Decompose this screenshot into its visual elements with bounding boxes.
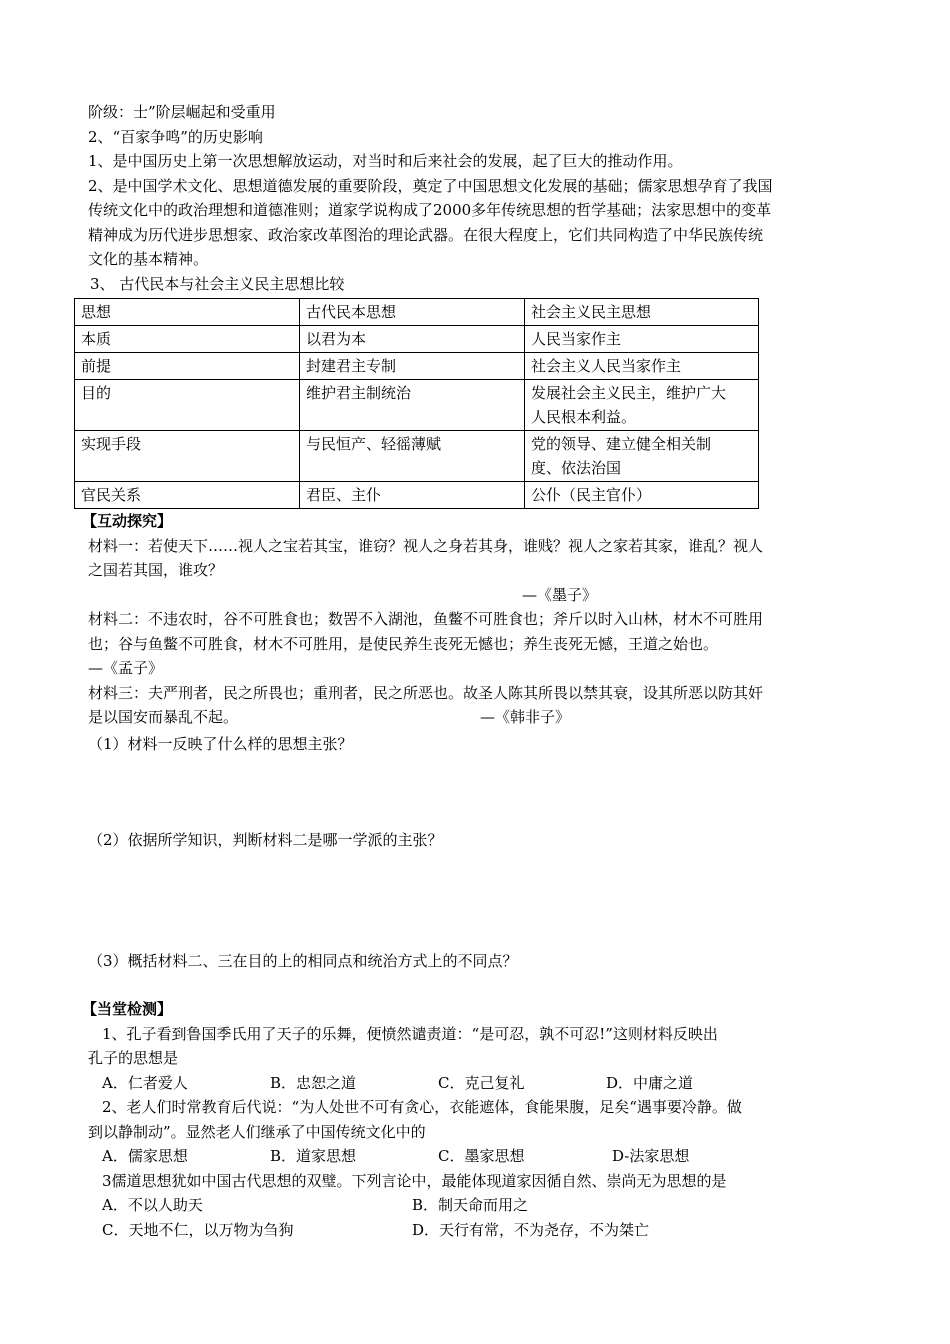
table-row <box>75 299 759 326</box>
table-cell: 君臣、主仆 <box>300 482 525 509</box>
material-line: 也；谷与鱼鳖不可胜食，材木不可胜用，是使民养生丧死无憾也；养生丧死无憾，王道之始也。 <box>88 634 719 653</box>
q2-stem: 2、老人们时常教育后代说：“为人处世不可有贪心，衣能遮体，食能果腹，足矣“遇事要冷静。做 <box>102 1098 742 1116</box>
intro-line: 传统文化中的政治理想和道德准则；道家学说构成了2000多年传统思想的哲学基础；法家思想中的变革 <box>88 201 772 219</box>
intro-line: 2、是中国学术文化、思想道德发展的重要阶段，奠定了中国思想文化发展的基础；儒家思想孕育了我国 <box>88 176 773 195</box>
material-line: 材料三：夫严刑者，民之所畏也；重刑者，民之所恶也。故圣人陈其所畏以禁其衰，设其所恶以防其奸 <box>88 683 764 702</box>
table-row <box>75 431 759 482</box>
option-a: A．不以人助天 <box>102 1196 203 1214</box>
table-cell: 党的领导、建立健全相关制 度、依法治国 <box>525 431 759 482</box>
answer-space <box>88 973 868 997</box>
intro-line: 文化的基本精神。 <box>88 250 209 268</box>
table-cell: 维护君主制统治 <box>300 380 525 431</box>
intro-line: 1、是中国历史上第一次思想解放运动，对当时和后来社会的发展，起了巨大的推动作用。 <box>88 152 683 170</box>
option-d: D．中庸之道 <box>606 1073 694 1092</box>
question-1: （1）材料一反映了什么样的思想主张？ <box>88 734 353 753</box>
table-cell: 本质 <box>75 326 300 353</box>
option-c: C．墨家思想 <box>438 1147 525 1165</box>
table-caption: 3、 古代民本与社会主义民主思想比较 <box>90 274 345 293</box>
option-a: A．仁者爱人 <box>102 1073 188 1092</box>
q2-stem: 到以静制动”。显然老人们继承了中国传统文化中的 <box>88 1122 426 1141</box>
table-cell: 思想 <box>75 299 300 326</box>
q1-stem: 孔子的思想是 <box>88 1049 179 1067</box>
option-c: C．天地不仁，以万物为刍狗 <box>102 1220 294 1239</box>
table-cell: 社会主义民主思想 <box>525 299 759 326</box>
option-d: D-法家思想 <box>612 1147 690 1165</box>
table-cell: 目的 <box>75 380 300 431</box>
answer-space <box>88 853 868 949</box>
q3-stem: 3儒道思想犹如中国古代思想的双璧。下列言论中，最能体现道家因循自然、崇尚无为思想的是 <box>102 1171 727 1190</box>
table-cell: 实现手段 <box>75 431 300 482</box>
option-b: B．道家思想 <box>270 1147 357 1165</box>
section-title-interactive: 【互动探究】 <box>82 512 173 530</box>
table-cell: 社会主义人民当家作主 <box>525 353 759 380</box>
table-row <box>75 380 759 431</box>
section-title-test: 【当堂检测】 <box>82 1000 173 1018</box>
option-c: C．克己复礼 <box>438 1073 525 1092</box>
material-line: 材料二：不违农时，谷不可胜食也；数罟不入湖池，鱼鳖不可胜食也；斧斤以时入山林，材木不可胜用 <box>88 610 764 628</box>
material-line: 之国若其国，谁攻？ <box>88 561 224 579</box>
q2-options <box>88 1144 868 1169</box>
table-cell: 与民恒产、轻徭薄赋 <box>300 431 525 482</box>
option-b: B．忠恕之道 <box>270 1073 357 1092</box>
table-cell: 公仆（民主官仆） <box>525 482 759 509</box>
material-source: —《韩非子》 <box>480 708 571 726</box>
intro-heading: 2、“百家争鸣”的历史影响 <box>88 127 263 146</box>
table-cell: 以君为本 <box>300 326 525 353</box>
table-row <box>75 326 759 353</box>
question-3: （3）概括材料二、三在目的上的相同点和统治方式上的不同点？ <box>88 951 518 970</box>
comparison-table <box>74 298 759 509</box>
option-b: B．制天命而用之 <box>412 1196 529 1214</box>
option-a: A．儒家思想 <box>102 1147 188 1165</box>
material-text: 是以国安而暴乱不起。 <box>88 708 239 726</box>
q1-options <box>88 1071 868 1096</box>
q3-options <box>88 1218 868 1243</box>
intro-line: 阶级：士”阶层崛起和受重用 <box>88 103 276 121</box>
q3-options <box>88 1193 868 1218</box>
table-row <box>75 482 759 509</box>
material-line: 材料一：若使天下……视人之宝若其宝，谁窃？视人之身若其身，谁贱？视人之家若其家，谁乱？视人 <box>88 536 764 555</box>
table-cell: 发展社会主义民主，维护广大 人民根本利益。 <box>525 380 759 431</box>
q1-stem: 1、孔子看到鲁国季氏用了天子的乐舞，便愤然谴责道：“是可忍，孰不可忍!”这则材料反映出 <box>102 1024 718 1043</box>
document-page <box>81 100 868 1242</box>
table-row <box>75 353 759 380</box>
question-2: （2）依据所学知识，判断材料二是哪一学派的主张？ <box>88 831 443 849</box>
answer-space <box>88 756 868 828</box>
intro-line: 精神成为历代进步思想家、政治家改革图治的理论武器。在很大程度上，它们共同构造了中华民族传统 <box>88 225 764 244</box>
material-source: —《孟子》 <box>88 659 164 677</box>
material-line <box>88 705 868 730</box>
table-cell: 人民当家作主 <box>525 326 759 353</box>
material-source: —《墨子》 <box>522 585 598 604</box>
table-cell: 前提 <box>75 353 300 380</box>
table-cell: 封建君主专制 <box>300 353 525 380</box>
table-cell: 古代民本思想 <box>300 299 525 326</box>
option-d: D．天行有常，不为尧存，不为桀亡 <box>412 1220 650 1239</box>
table-cell: 官民关系 <box>75 482 300 509</box>
